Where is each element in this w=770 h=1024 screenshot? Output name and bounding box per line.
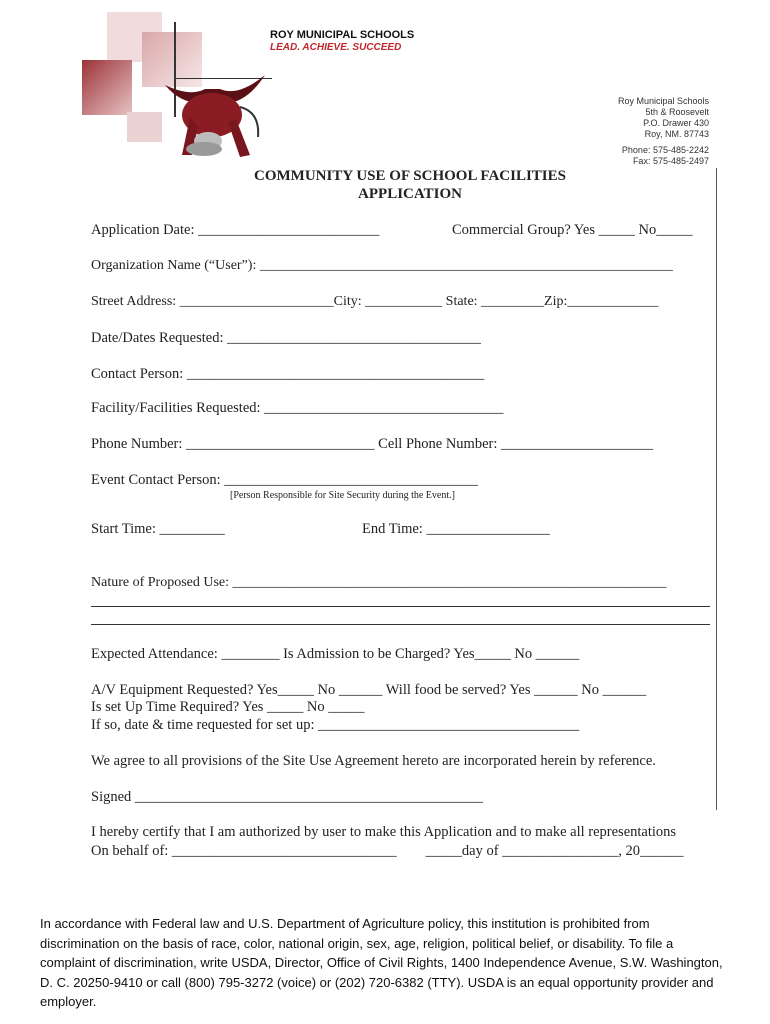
nature-of-use-field[interactable]: Nature of Proposed Use: ______________________________________________________________ [91,575,667,590]
form-title-line-1: COMMUNITY USE OF SCHOOL FACILITIES [254,168,566,184]
logo [82,12,272,162]
phone-number-field[interactable]: Phone Number: __________________________ Cell Phone Number: _____________________ [91,436,654,452]
event-contact-field[interactable]: Event Contact Person: ___________________________________ [91,472,479,488]
street-address-field[interactable]: Street Address: ______________________City: ___________ State: _________Zip:_____________ [91,294,659,309]
contact-person-field[interactable]: Contact Person: _________________________________________ [91,366,485,382]
logo-square-dark [82,60,132,115]
setup-date-field[interactable]: If so, date & time requested for set up: ____________________________________ [91,717,580,733]
facilities-requested-field[interactable]: Facility/Facilities Requested: _________________________________ [91,400,504,416]
address-line-3: P.O. Drawer 430 [643,118,709,128]
on-behalf-of-field[interactable]: On behalf of: _______________________________ _____day of ________________, 20______ [91,843,684,859]
address-line-2: 5th & Roosevelt [645,107,709,117]
event-contact-note: [Person Responsible for Site Security during the Event.] [230,490,455,501]
certify-statement: I hereby certify that I am authorized by user to make this Application and to make all representations [91,824,677,840]
logo-square-small [127,112,162,142]
right-border [716,168,717,810]
agreement-statement: We agree to all provisions of the Site Use Agreement hereto are incorporated herein by reference. [91,753,656,769]
address-block [618,96,709,167]
school-motto: LEAD. ACHIEVE. SUCCEED [270,42,402,53]
start-time-field[interactable]: Start Time: _________ [91,521,225,537]
setup-time-field[interactable]: Is set Up Time Required? Yes _____ No _____ [91,699,365,715]
organization-name-field[interactable]: Organization Name (“User”): ___________________________________________________________ [91,258,673,273]
expected-attendance-field[interactable]: Expected Attendance: ________ Is Admission to be Charged? Yes_____ No ______ [91,646,580,662]
nature-of-use-line-3[interactable] [91,624,710,625]
nondiscrimination-statement: In accordance with Federal law and U.S. Department of Agriculture policy, this institution is prohibited from discrimination on the basis of race, color, national origin, sex, age, religion, political belief, or disability. To file a complaint of discrimination, write USDA, Director, Office of Civil Rights, 1400 Independence Avenue, S.W. Washington, D. C. 20250-9410 or call (800) 795-3272 (voice) or (202) 720-6382 (TTY). USDA is an equal opportunity provider and employer. [40,916,723,1009]
fax-number: Fax: 575-485-2497 [632,156,709,166]
address-line-4: Roy, NM. 87743 [644,129,709,139]
address-line-1: Roy Municipal Schools [617,96,709,106]
nature-of-use-line-2[interactable] [91,606,710,607]
signed-field[interactable]: Signed ________________________________________________ [91,789,483,805]
dates-requested-field[interactable]: Date/Dates Requested: ___________________________________ [91,330,481,346]
form-title-line-2: APPLICATION [358,186,462,202]
end-time-field[interactable]: End Time: _________________ [362,521,550,537]
phone-number: Phone: 575-485-2242 [621,145,709,155]
longhorn-icon [160,67,270,162]
commercial-group-field[interactable]: Commercial Group? Yes _____ No_____ [452,222,693,238]
school-name: ROY MUNICIPAL SCHOOLS [270,29,415,41]
av-equipment-field[interactable]: A/V Equipment Requested? Yes_____ No ______ Will food be served? Yes ______ No ______ [91,682,647,698]
application-date-field[interactable]: Application Date: _________________________ [91,222,380,238]
